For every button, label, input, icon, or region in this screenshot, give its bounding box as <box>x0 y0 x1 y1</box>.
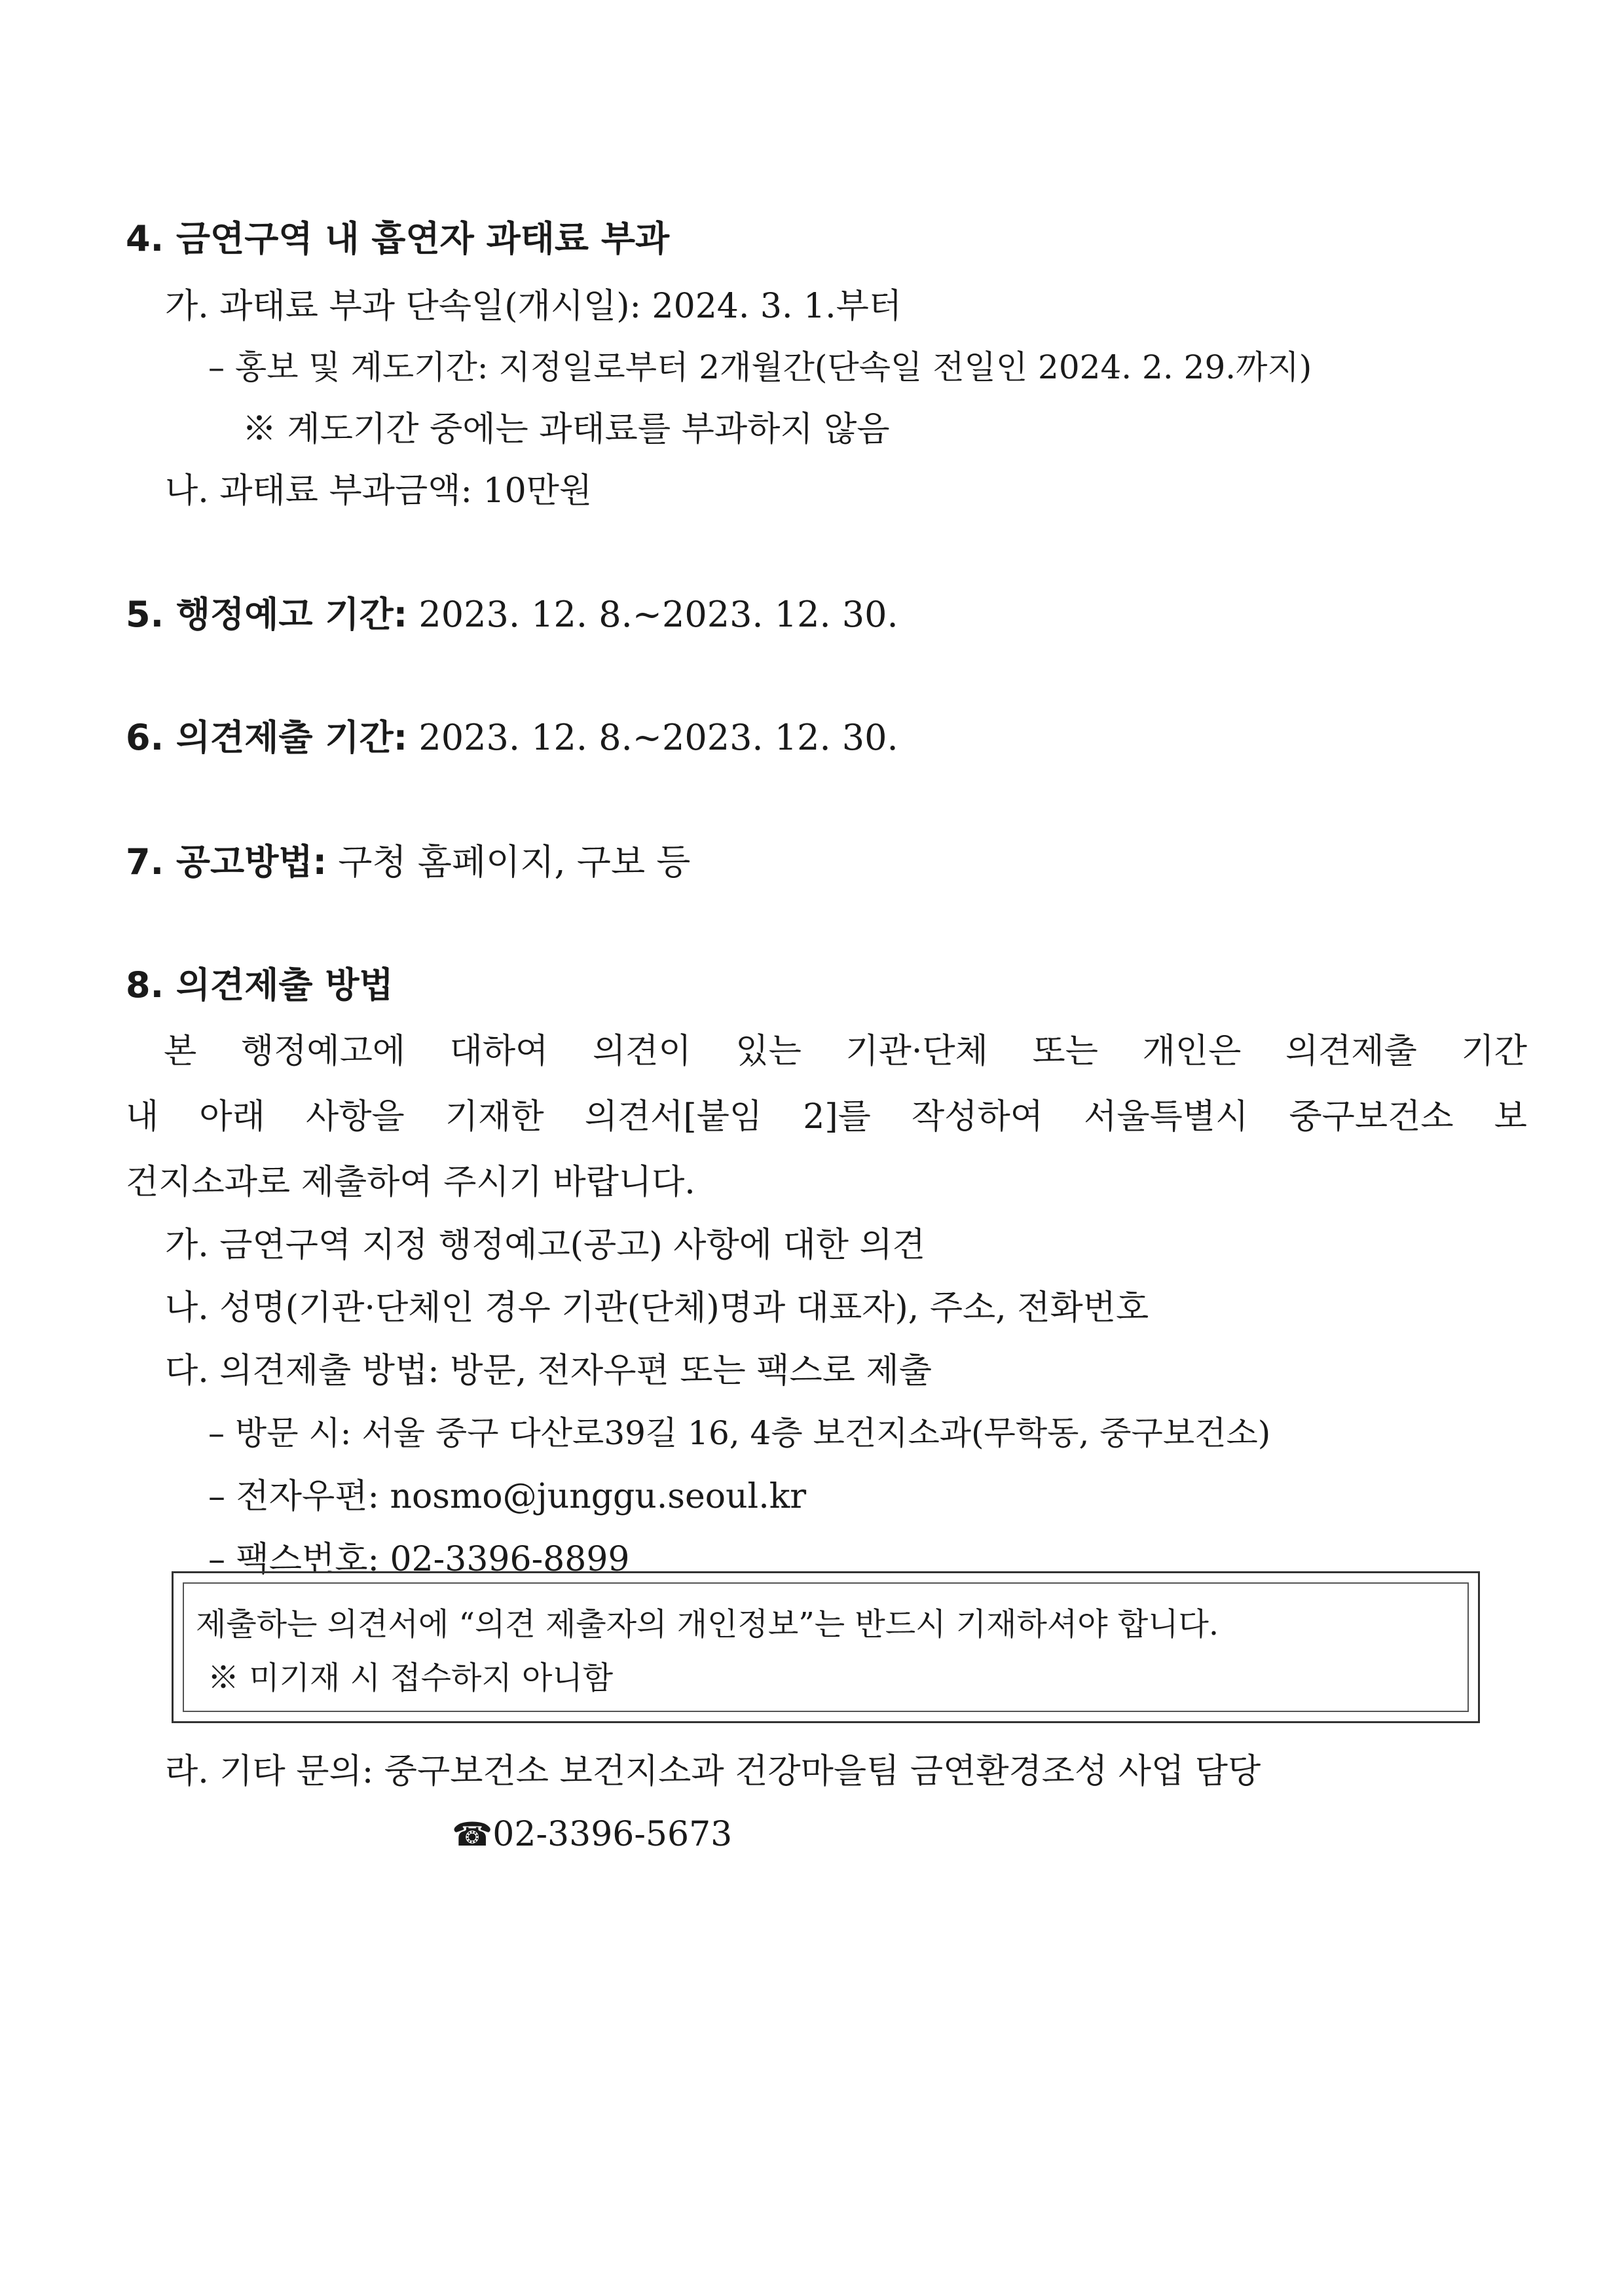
section-4-item-ga: 가. 과태료 부과 단속일(개시일): 2024. 3. 1.부터 <box>165 287 902 326</box>
phone-number: 02-3396-5673 <box>492 1815 733 1854</box>
section-4-item-ga-note: ※ 계도기간 중에는 과태료를 부과하지 않음 <box>242 410 890 449</box>
section-8-item-da: 다. 의견제출 방법: 방문, 전자우편 또는 팩스로 제출 <box>165 1351 932 1391</box>
section-8-item-na: 나. 성명(기관·단체인 경우 기관(단체)명과 대표자), 주소, 전화번호 <box>165 1288 1149 1328</box>
section-4-item-ga-dash: – 홍보 및 계도기간: 지정일로부터 2개월간(단속일 전일인 2024. 2. 29.까지) <box>208 348 1312 386</box>
section-7 <box>126 841 691 883</box>
section-8-paragraph-line-1: 본 행정예고에 대하여 의견이 있는 기관·단체 또는 개인은 의견제출 기간 <box>164 1032 1527 1071</box>
section-6-label: 6. 의견제출 기간: <box>126 717 408 758</box>
section-8-item-ga: 가. 금연구역 지정 행정예고(공고) 사항에 대한 의견 <box>165 1226 925 1265</box>
section-6-value: 2023. 12. 8.~2023. 12. 30. <box>407 717 898 758</box>
section-8-paragraph-line-2: 내 아래 사항을 기재한 의견서[붙임 2]를 작성하여 서울특별시 중구보건소 보 <box>126 1097 1527 1137</box>
notice-line-1: 제출하는 의견서에 “의견 제출자의 개인정보”는 반드시 기재하셔야 합니다. <box>196 1606 1219 1643</box>
section-5-label: 5. 행정예고 기간: <box>126 594 408 635</box>
notice-box <box>172 1571 1480 1723</box>
section-8-item-ra: 라. 기타 문의: 중구보건소 보건지소과 건강마을팀 금연환경조성 사업 담당 <box>165 1752 1261 1791</box>
section-4-heading: 4. 금연구역 내 흡연자 과태료 부과 <box>126 218 670 259</box>
section-8-heading: 8. 의견제출 방법 <box>126 964 394 1006</box>
section-5 <box>126 594 898 635</box>
section-4-item-na: 나. 과태료 부과금액: 10만원 <box>165 471 593 511</box>
section-6 <box>126 717 898 758</box>
section-8-email: – 전자우편: nosmo@junggu.seoul.kr <box>208 1477 807 1516</box>
section-8-visit: – 방문 시: 서울 중구 다산로39길 16, 4층 보건지소과(무학동, 중구보건소) <box>208 1414 1271 1452</box>
section-5-value: 2023. 12. 8.~2023. 12. 30. <box>407 594 898 635</box>
section-7-label: 7. 공고방법: <box>126 841 327 883</box>
section-8-fax: – 팩스번호: 02-3396-8899 <box>208 1540 630 1579</box>
contact-phone <box>452 1815 733 1854</box>
notice-line-2: ※ 미기재 시 접수하지 아니함 <box>208 1660 614 1696</box>
section-7-value: 구청 홈페이지, 구보 등 <box>327 841 691 883</box>
section-8-paragraph-line-3: 건지소과로 제출하여 주시기 바랍니다. <box>126 1163 695 1202</box>
phone-icon: ☎ <box>452 1815 493 1853</box>
